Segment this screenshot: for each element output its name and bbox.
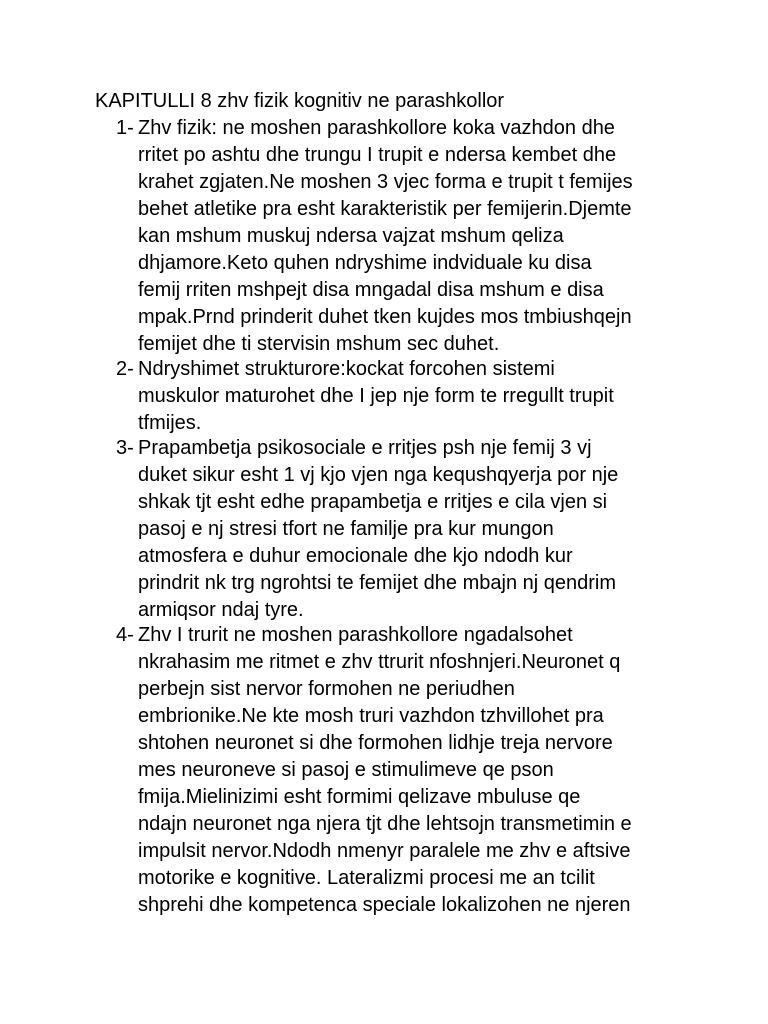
text-line: femij rriten mshpejt disa mngadal disa mshum e disa	[138, 279, 604, 301]
text-line: behet atletike pra esht karakteristik per femijerin.Djemte	[138, 198, 632, 220]
text-line: shprehi dhe kompetenca speciale lokalizohen ne njeren	[138, 894, 631, 916]
text-line: atmosfera e duhur emocionale dhe kjo ndodh kur	[138, 545, 573, 567]
text-line: tfmijes.	[138, 412, 202, 434]
text-line: shtohen neuronet si dhe formohen lidhje treja nervore	[138, 732, 613, 754]
text-line: pasoj e nj stresi tfort ne familje pra kur mungon	[138, 518, 554, 540]
text-line: muskulor maturohet dhe I jep nje form te rregullt trupit	[138, 385, 614, 407]
text-line: nkrahasim me ritmet e zhv ttrurit nfoshnjeri.Neuronet q	[138, 651, 621, 673]
text-line: dhjamore.Keto quhen ndryshime indviduale ku disa	[138, 252, 592, 274]
text-line: shkak tjt esht edhe prapambetja e rritjes e cila vjen si	[138, 491, 608, 513]
list-item-number: 3-	[116, 437, 134, 459]
text-line: motorike e kognitive. Lateralizmi procesi me an tcilit	[138, 867, 595, 889]
text-line: duket sikur esht 1 vj kjo vjen nga kequshqyerja por nje	[138, 464, 619, 486]
text-line: rritet po ashtu dhe trungu I trupit e ndersa kembet dhe	[138, 144, 617, 166]
text-line: Ndryshimet strukturore:kockat forcohen sistemi	[138, 358, 555, 380]
list-item-number: 1-	[116, 117, 134, 139]
text-line: Prapambetja psikosociale e rritjes psh nje femij 3 vj	[138, 437, 592, 459]
text-line: ndajn neuronet nga njera tjt dhe lehtsojn transmetimin e	[138, 813, 632, 835]
text-line: Zhv fizik: ne moshen parashkollore koka vazhdon dhe	[138, 117, 615, 139]
list-item-number: 4-	[116, 624, 134, 646]
list-item-number: 2-	[116, 358, 134, 380]
text-line: krahet zgjaten.Ne moshen 3 vjec forma e trupit t femijes	[138, 171, 633, 193]
text-line: perbejn sist nervor formohen ne periudhen	[138, 678, 515, 700]
text-line: embrionike.Ne kte mosh truri vazhdon tzhvillohet pra	[138, 705, 604, 727]
text-line: prindrit nk trg ngrohtsi te femijet dhe mbajn nj qendrim	[138, 572, 617, 594]
text-line: femijet dhe ti stervisin mshum sec duhet.	[138, 333, 500, 355]
text-line: mpak.Prnd prinderit duhet tken kujdes mos tmbiushqejn	[138, 306, 632, 328]
text-line: armiqsor ndaj tyre.	[138, 599, 304, 621]
document-title: KAPITULLI 8 zhv fizik kognitiv ne parashkollor	[95, 90, 505, 112]
text-line: kan mshum muskuj ndersa vajzat mshum qeliza	[138, 225, 564, 247]
text-line: Zhv I trurit ne moshen parashkollore ngadalsohet	[138, 624, 573, 646]
text-line: impulsit nervor.Ndodh nmenyr paralele me zhv e aftsive	[138, 840, 631, 862]
text-line: mes neuroneve si pasoj e stimulimeve qe pson	[138, 759, 554, 781]
text-line: fmija.Mielinizimi esht formimi qelizave mbuluse qe	[138, 786, 581, 808]
